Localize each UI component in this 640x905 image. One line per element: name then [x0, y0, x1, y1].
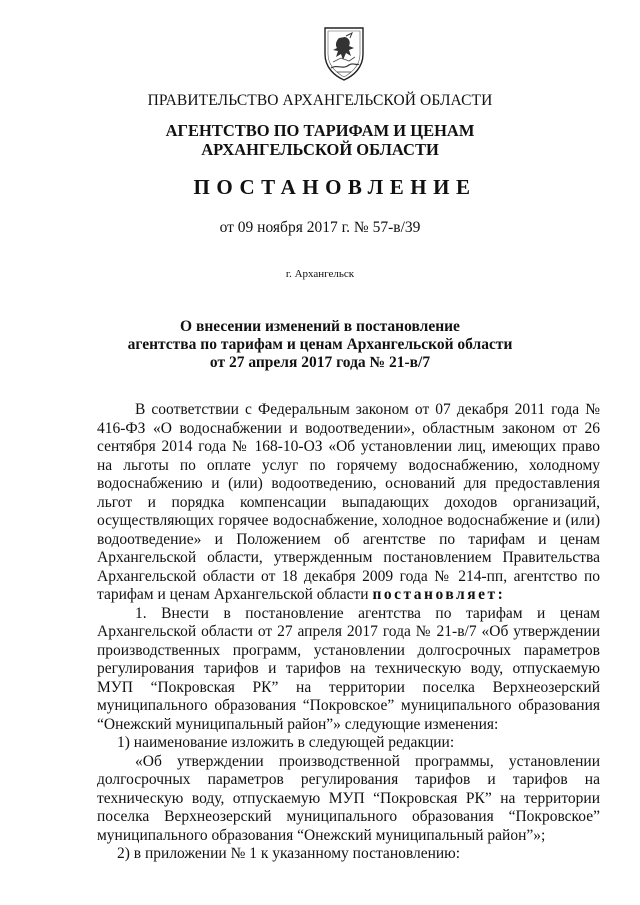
document-city: г. Архангельск [285, 268, 355, 280]
subject-line2: агентства по тарифам и ценам Архангельской области [127, 336, 513, 353]
body-paragraph-item-1: 1. Внести в постановление агентства по тарифам и ценам Архангельской области от 27 апреля 2017 года № 21-в/7 «Об утверждении производственных программ, установлении долгосрочных параметров регулирования тарифов и тарифов на техническую воду, отпускаемую МУП “Покровская РК” на территории поселка Верхнеозерский муниципального образования “Покровское” муниципального образования “Онежский муниципальный район”» следующие изменения: [97, 604, 600, 733]
preamble-text: В соответствии с Федеральным законом от 07 декабря 2011 года № 416-ФЗ «О водоснабжении и водоотведении», областным законом от 26 сентября 2014 года № 168-10-ОЗ «Об установлении лиц, имеющих право на льготы по оплате услуг по горячему водоснабжению, холодному водоснабжению и (или) водоотведению, оснований для предоставления льгот и порядка компенсации выпадающих доходов организаций, осуществляющих горячее водоснабжение, холодное водоснабжение и (или) водоотведение» и Положением об агентстве по тарифам и ценам Архангельской области, утвержденным постановлением Правительства Архангельской области от 18 декабря 2009 года № 214-пп, агентство по тарифам и ценам Архангельской области [97, 401, 600, 603]
decree-keyword: постановляет: [372, 586, 506, 603]
document-body [97, 401, 600, 864]
document-subject [0, 318, 640, 372]
government-name: ПРАВИТЕЛЬСТВО АРХАНГЕЛЬСКОЙ ОБЛАСТИ [147, 92, 493, 109]
document-date-number: от 09 ноября 2017 г. № 57-в/39 [219, 219, 421, 236]
body-paragraph-subitem-2: 2) в приложении № 1 к указанному постановлению: [117, 845, 461, 862]
subject-line3: от 27 апреля 2017 года № 21-в/7 [209, 354, 431, 371]
subject-line1: О внесении изменений в постановление [180, 318, 460, 335]
body-paragraph-preamble [97, 401, 600, 605]
agency-name-line1: АГЕНТСТВО ПО ТАРИФАМ И ЦЕНАМ [165, 121, 475, 140]
agency-name [0, 121, 640, 159]
coat-of-arms-emblem [319, 24, 369, 82]
document-type: ПОСТАНОВЛЕНИЕ [193, 175, 477, 199]
body-paragraph-subitem-1: 1) наименование изложить в следующей редакции: [117, 734, 455, 751]
agency-name-line2: АРХАНГЕЛЬСКОЙ ОБЛАСТИ [201, 140, 439, 159]
body-paragraph-quote: «Об утверждении производственной программы, установлении долгосрочных параметров регулирования тарифов и тарифов на техническую воду, отпускаемую МУП “Покровская РК” на территории поселка Верхнеозерский муниципального образования “Покровское” муниципального образования “Онежский муниципальный район”»; [97, 752, 600, 844]
